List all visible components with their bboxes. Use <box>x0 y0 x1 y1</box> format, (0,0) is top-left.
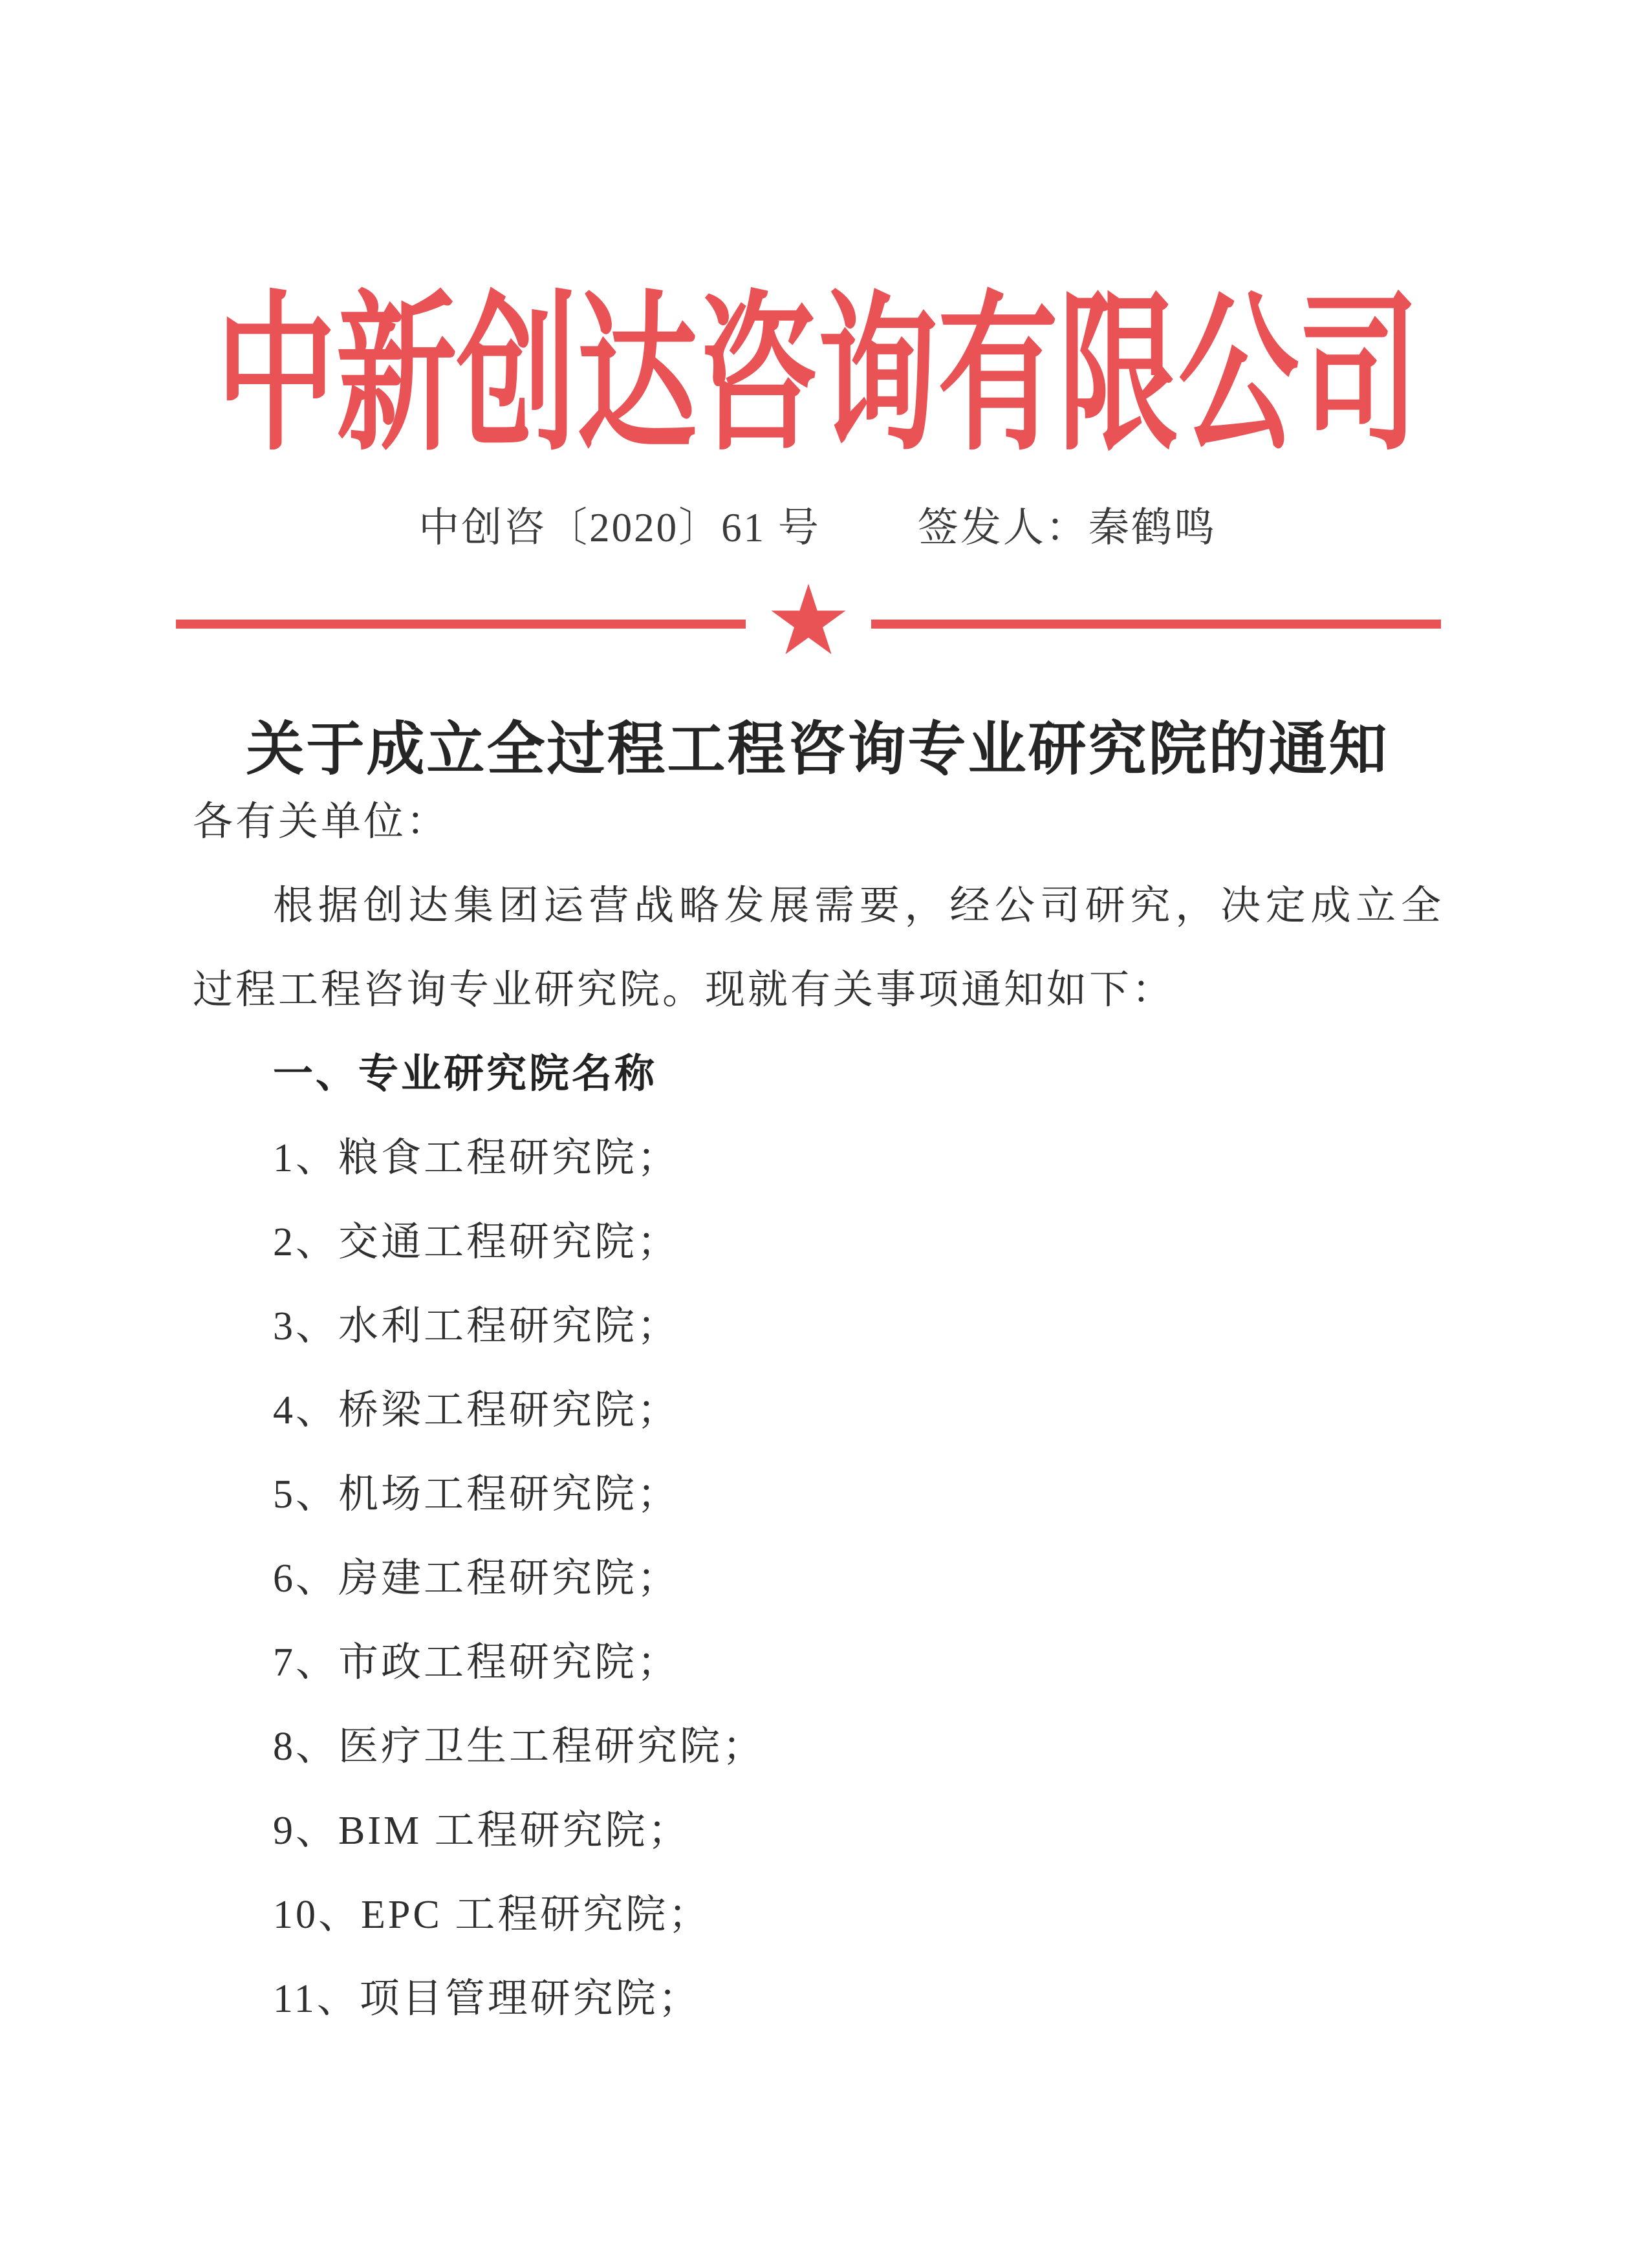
notice-title: 关于成立全过程工程咨询专业研究院的通知 <box>246 718 1389 782</box>
document-body <box>193 780 1444 2041</box>
institute-item: 4、桥梁工程研究院； <box>273 1388 680 1432</box>
issuer <box>918 495 1217 554</box>
section-heading: 一、专业研究院名称 <box>273 1052 658 1096</box>
doc-number: 中创咨〔2020〕61 号 <box>418 505 821 550</box>
company-title: 中新创达咨询有限公司 <box>215 282 1419 471</box>
institute-item: 7、市政工程研究院； <box>273 1641 680 1685</box>
institute-item: 5、机场工程研究院； <box>273 1473 680 1517</box>
institute-item: 10、EPC 工程研究院； <box>273 1893 711 1937</box>
institute-item: 2、交通工程研究院； <box>273 1220 680 1264</box>
red-divider <box>176 569 1441 679</box>
red-star-icon: ★ <box>764 568 852 675</box>
red-rule-right <box>871 620 1441 629</box>
institute-item: 11、项目管理研究院； <box>273 1977 701 2021</box>
doc-meta-line <box>0 495 1635 554</box>
issuer-label: 签发人： <box>917 505 1088 550</box>
institute-item: 6、房建工程研究院； <box>273 1557 680 1601</box>
institute-item: 9、BIM 工程研究院； <box>273 1809 691 1853</box>
institute-item: 1、粮食工程研究院； <box>273 1136 680 1180</box>
institute-item: 3、水利工程研究院； <box>273 1304 680 1348</box>
red-rule-left <box>176 620 746 629</box>
paragraph-line-1: 根据创达集团运营战略发展需要，经公司研究，决定成立全 <box>273 884 1444 928</box>
institute-item: 8、医疗卫生工程研究院； <box>273 1725 766 1769</box>
paragraph-line-2: 过程工程咨询专业研究院。现就有关事项通知如下： <box>193 968 1175 1012</box>
issuer-name: 秦鹤鸣 <box>1088 505 1217 550</box>
salutation: 各有关单位： <box>193 800 449 844</box>
